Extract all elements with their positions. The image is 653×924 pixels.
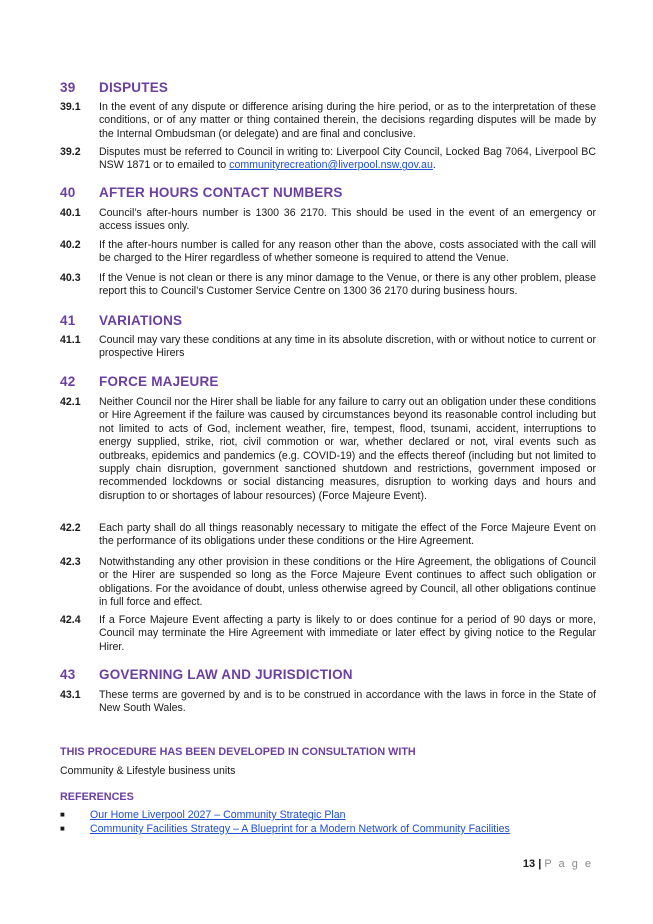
clause-number: 41.1 <box>60 334 81 346</box>
clause-text: If the after-hours number is called for any reason other than the above, costs associated with the call will be charged to the Hirer regardless of whether someone is required to attend the Venue. <box>99 239 596 265</box>
section-number: 39 <box>60 80 76 95</box>
clause-42-3 <box>60 556 596 610</box>
clause-text: If a Force Majeure Event affecting a party is likely to or does continue for a period of 90 days or more, Council may terminate the Hire Agreement with immediate or later effect by giving notice to the Regular Hirer. <box>99 614 596 653</box>
clause-40-1 <box>60 207 596 234</box>
page-footer <box>523 858 593 870</box>
clause-number: 42.1 <box>60 396 81 408</box>
clause-text: Council’s after-hours number is 1300 36 2170. This should be used in the event of an emergency or access issues only. <box>99 207 596 233</box>
page-separator: | <box>538 858 542 870</box>
square-bullet-icon: ■ <box>60 810 65 819</box>
section-number: 41 <box>60 313 76 328</box>
section-title: AFTER HOURS CONTACT NUMBERS <box>99 185 343 200</box>
clause-number: 39.2 <box>60 146 81 158</box>
section-title: DISPUTES <box>99 80 169 95</box>
clause-number: 43.1 <box>60 689 81 701</box>
references-heading: REFERENCES <box>60 791 134 803</box>
section-title: GOVERNING LAW AND JURISDICTION <box>99 667 353 682</box>
clause-text: These terms are governed by and is to be construed in accordance with the laws in force in the State of New South Wales. <box>99 689 596 715</box>
clause-number: 40.1 <box>60 207 81 219</box>
section-number: 42 <box>60 374 76 389</box>
email-link[interactable]: communityrecreation@liverpool.nsw.gov.au <box>229 159 433 172</box>
section-number: 40 <box>60 185 76 200</box>
clause-number: 39.1 <box>60 101 81 113</box>
clause-text: Notwithstanding any other provision in these conditions or the Hire Agreement, the obligations of Council or the Hirer are suspended so long as the Force Majeure Event continues to affect such obligation or obligations. For the avoidance of doubt, unless otherwise agreed by Council, all other obligations continue in full force and effect. <box>99 556 596 609</box>
reference-link[interactable]: Our Home Liverpool 2027 – Community Strategic Plan <box>90 809 346 821</box>
clause-40-2 <box>60 239 596 266</box>
consultation-text: Community & Lifestyle business units <box>60 765 236 777</box>
square-bullet-icon: ■ <box>60 824 65 833</box>
clause-number: 40.3 <box>60 272 81 284</box>
clause-text: If the Venue is not clean or there is any minor damage to the Venue, or there is any other problem, please report this to Council’s Customer Service Centre on 1300 36 2170 during business hours. <box>99 272 596 298</box>
clause-number: 42.4 <box>60 614 81 626</box>
clause-number: 42.3 <box>60 556 81 568</box>
section-number: 43 <box>60 667 76 682</box>
clause-42-2 <box>60 522 596 549</box>
consultation-heading: THIS PROCEDURE HAS BEEN DEVELOPED IN CONSULTATION WITH <box>60 746 416 758</box>
section-heading-41 <box>60 313 182 328</box>
reference-item <box>60 823 510 835</box>
page-word: P a g e <box>544 858 593 870</box>
clause-43-1 <box>60 689 596 716</box>
clause-text <box>99 146 596 173</box>
clause-number: 40.2 <box>60 239 81 251</box>
clause-39-2 <box>60 146 596 173</box>
clause-42-4 <box>60 614 596 654</box>
clause-text: In the event of any dispute or difference arising during the hire period, or as to the interpretation of these conditions, or of any matter or thing contained therein, the decisions regarding disputes will be made by the Internal Ombudsman (or delegate) and are final and conclusive. <box>99 101 596 140</box>
clause-number: 42.2 <box>60 522 81 534</box>
clause-text: Neither Council nor the Hirer shall be liable for any failure to carry out an obligation under these conditions or Hire Agreement if the failure was caused by circumstances beyond its reasonable control including but not limited to acts of God, inclement weather, fire, tempest, flood, tsunami, accident, interruptions to energy supplied, strike, riot, civil commotion or war, whether declared or not, viral events such as outbreaks, epidemics and pandemics (e.g. COVID-19) and the effects thereof (including but not limited to supply chain disruption, government sanctioned shutdown and restrictions, government imposed or recommended lockdowns or social distancing measures, disruption to working days and hours and disruption to or shortages of labour resources) (Force Majeure Event). <box>99 396 597 502</box>
clause-40-3 <box>60 272 596 299</box>
clause-39-1 <box>60 101 596 141</box>
section-heading-43 <box>60 667 353 682</box>
section-title: VARIATIONS <box>99 313 183 328</box>
reference-item <box>60 809 346 821</box>
section-heading-42 <box>60 374 219 389</box>
clause-41-1 <box>60 334 596 361</box>
clause-42-1 <box>60 396 596 503</box>
page-number: 13 <box>522 858 536 870</box>
section-title: FORCE MAJEURE <box>99 374 219 389</box>
section-heading-40 <box>60 185 343 200</box>
clause-text-part: . <box>432 159 436 172</box>
reference-link[interactable]: Community Facilities Strategy – A Blueprint for a Modern Network of Community Facilities <box>90 823 510 835</box>
clause-text: Each party shall do all things reasonably necessary to mitigate the effect of the Force Majeure Event on the performance of its obligations under these conditions or the Hire Agreement. <box>99 522 596 548</box>
clause-text-part: Disputes must be referred to Council in writing to: Liverpool City Council, Locked Bag 7064, Liverpool BC NSW 1871 or to emailed to <box>99 146 596 172</box>
section-heading-39 <box>60 80 168 95</box>
clause-text: Council may vary these conditions at any time in its absolute discretion, with or without notice to current or prospective Hirers <box>99 334 596 360</box>
